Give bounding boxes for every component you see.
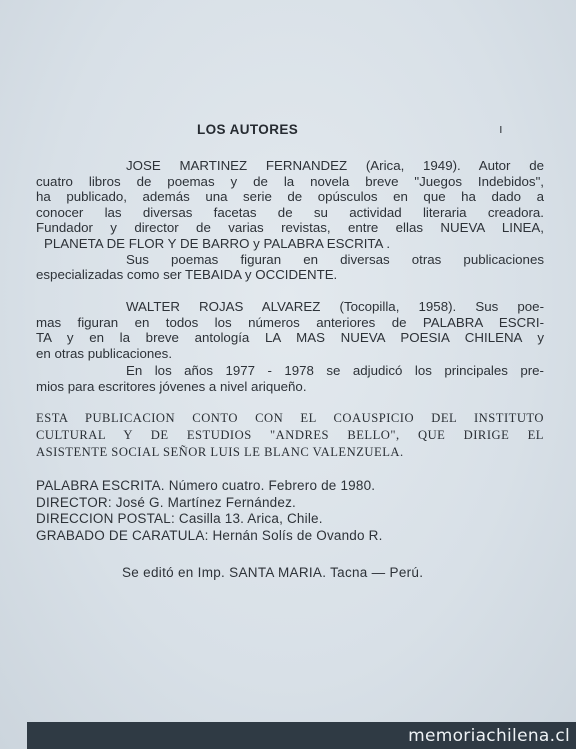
- publication-credits: [36, 478, 516, 544]
- credit-line: DIRECTOR: José G. Martínez Fernández.: [36, 494, 296, 510]
- credit-line: DIRECCION POSTAL: Casilla 13. Arica, Chile.: [36, 511, 323, 526]
- sponsor-line: ESTA PUBLICACION CONTO CON EL COAUSPICIO DEL INSTITUTO: [36, 411, 544, 425]
- credit-line: PALABRA ESCRITA. Número cuatro. Febrero de 1980.: [36, 478, 376, 493]
- bio-line: en otras publicaciones.: [36, 345, 173, 361]
- author-bio-martinez: [36, 158, 544, 283]
- credit-line: GRABADO DE CARATULA: Hernán Solís de Ovando R.: [36, 527, 383, 543]
- bio-line: mas figuran en todos los números anteriores de PALABRA ESCRI-: [36, 314, 544, 330]
- printer-colophon: Se editó en Imp. SANTA MARIA. Tacna — Perú.: [122, 565, 424, 580]
- watermark-text: memoriachilena.cl: [408, 726, 570, 746]
- bio-line: conocer las diversas facetas de su actividad literaria creadora.: [36, 204, 544, 220]
- bio-line: mios para escritores jóvenes a nivel ariqueño.: [36, 378, 307, 394]
- margin-mark: ı: [499, 121, 503, 136]
- bio-line: especializadas como ser TEBAIDA y OCCIDENTE.: [36, 267, 338, 283]
- bio-line: TA y en la breve antología LA MAS NUEVA POESIA CHILENA y: [36, 330, 544, 346]
- bio-line: En los años 1977 - 1978 se adjudicó los principales pre-: [126, 363, 544, 379]
- bio-line: cuatro libros de poemas y de la novela breve "Juegos Indebidos",: [36, 173, 544, 189]
- bio-line: PLANETA DE FLOR Y DE BARRO y PALABRA ESCRITA .: [44, 235, 391, 251]
- bio-line: JOSE MARTINEZ FERNANDEZ (Arica, 1949). Autor de: [126, 158, 544, 173]
- sponsor-line: ASISTENTE SOCIAL SEÑOR LUIS LE BLANC VALENZUELA.: [36, 445, 404, 460]
- bio-line: Fundador y director de varias revistas, entre ellas NUEVA LINEA,: [36, 220, 544, 236]
- bio-line: ha publicado, además una serie de opúsculos en que ha dado a: [36, 189, 544, 205]
- sponsor-notice: [36, 410, 544, 462]
- sponsor-line: CULTURAL Y DE ESTUDIOS "ANDRES BELLO", QUE DIRIGE EL: [36, 428, 544, 443]
- bio-line: Sus poemas figuran en diversas otras publicaciones: [126, 251, 544, 267]
- bio-line: WALTER ROJAS ALVAREZ (Tocopilla, 1958). Sus poe-: [126, 299, 544, 314]
- section-heading: LOS AUTORES: [197, 122, 299, 137]
- author-bio-rojas: [36, 299, 544, 395]
